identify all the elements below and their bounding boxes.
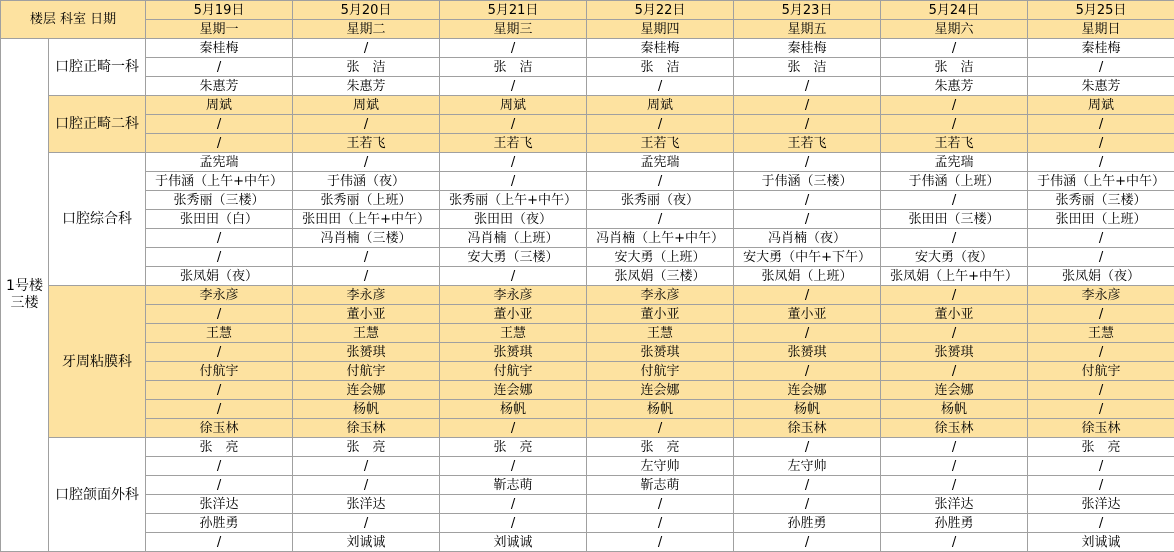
schedule-cell: 张赟琪 — [440, 343, 587, 362]
schedule-cell: 杨帆 — [881, 400, 1028, 419]
schedule-cell: 于伟涵（三楼） — [734, 172, 881, 191]
schedule-cell: 连会娜 — [440, 381, 587, 400]
schedule-cell: / — [881, 438, 1028, 457]
schedule-cell: 张 洁 — [587, 58, 734, 77]
schedule-cell: 张 洁 — [734, 58, 881, 77]
schedule-cell: 周斌 — [440, 96, 587, 115]
schedule-cell: 张 洁 — [881, 58, 1028, 77]
schedule-row — [1, 96, 1174, 115]
schedule-cell: 张秀丽（三楼） — [1028, 191, 1174, 210]
schedule-row — [1, 39, 1174, 58]
schedule-cell: 徐玉林 — [1028, 419, 1174, 438]
floor-label — [1, 39, 49, 552]
schedule-cell: / — [1028, 229, 1174, 248]
schedule-cell: 李永彦 — [440, 286, 587, 305]
schedule-cell: 于伟涵（上午+中午） — [146, 172, 293, 191]
schedule-cell: 连会娜 — [734, 381, 881, 400]
schedule-cell: 孙胜勇 — [881, 514, 1028, 533]
schedule-cell: 付航宇 — [587, 362, 734, 381]
schedule-cell: 孟宪瑞 — [587, 153, 734, 172]
schedule-cell: 徐玉林 — [734, 419, 881, 438]
schedule-cell: / — [881, 96, 1028, 115]
schedule-cell: / — [734, 495, 881, 514]
schedule-cell: 董小亚 — [587, 305, 734, 324]
schedule-row — [1, 172, 1174, 191]
schedule-cell: / — [1028, 153, 1174, 172]
schedule-cell: 张洋达 — [881, 495, 1028, 514]
schedule-row — [1, 419, 1174, 438]
schedule-cell: / — [293, 115, 440, 134]
schedule-cell: / — [881, 39, 1028, 58]
schedule-cell: 朱惠芳 — [1028, 77, 1174, 96]
schedule-row — [1, 400, 1174, 419]
schedule-cell: / — [440, 77, 587, 96]
schedule-cell: 冯肖楠（上班） — [440, 229, 587, 248]
schedule-cell: / — [1028, 134, 1174, 153]
schedule-cell: 张洋达 — [1028, 495, 1174, 514]
schedule-cell: 王慧 — [293, 324, 440, 343]
schedule-cell: / — [293, 153, 440, 172]
schedule-cell: / — [734, 362, 881, 381]
schedule-cell: 张 亮 — [1028, 438, 1174, 457]
schedule-cell: / — [1028, 457, 1174, 476]
header-weekday-row — [1, 20, 1174, 39]
schedule-cell: 张秀丽（三楼） — [146, 191, 293, 210]
schedule-cell: 董小亚 — [440, 305, 587, 324]
schedule-cell: / — [146, 343, 293, 362]
schedule-cell: / — [587, 210, 734, 229]
schedule-cell: 王若飞 — [293, 134, 440, 153]
schedule-cell: 张秀丽（夜） — [587, 191, 734, 210]
schedule-cell: 张田田（夜） — [440, 210, 587, 229]
schedule-row — [1, 115, 1174, 134]
department-name: 牙周粘膜科 — [49, 286, 146, 438]
schedule-cell: / — [734, 286, 881, 305]
schedule-cell: 张秀丽（上班） — [293, 191, 440, 210]
schedule-cell: / — [1028, 343, 1174, 362]
schedule-cell: 刘诚诚 — [293, 533, 440, 552]
schedule-cell: / — [146, 381, 293, 400]
schedule-cell: 连会娜 — [881, 381, 1028, 400]
header-weekday: 星期三 — [440, 20, 587, 39]
schedule-cell: 张田田（白） — [146, 210, 293, 229]
schedule-row — [1, 267, 1174, 286]
schedule-cell: 朱惠芳 — [146, 77, 293, 96]
schedule-cell: 安大勇（中午+下午） — [734, 248, 881, 267]
schedule-cell: / — [146, 58, 293, 77]
schedule-cell: / — [734, 77, 881, 96]
header-date: 5月24日 — [881, 1, 1028, 20]
schedule-cell: 李永彦 — [293, 286, 440, 305]
schedule-cell: 张 洁 — [440, 58, 587, 77]
schedule-cell: / — [881, 457, 1028, 476]
schedule-body — [1, 1, 1174, 552]
schedule-cell: 秦桂梅 — [1028, 39, 1174, 58]
schedule-cell: 张 亮 — [587, 438, 734, 457]
schedule-cell: 周斌 — [587, 96, 734, 115]
header-weekday: 星期一 — [146, 20, 293, 39]
schedule-cell: / — [1028, 381, 1174, 400]
schedule-cell: / — [587, 495, 734, 514]
schedule-cell: / — [881, 191, 1028, 210]
schedule-cell: 张凤娟（三楼） — [587, 267, 734, 286]
schedule-cell: 王若飞 — [587, 134, 734, 153]
schedule-cell: 张 亮 — [146, 438, 293, 457]
schedule-cell: / — [734, 533, 881, 552]
schedule-cell: 张赟琪 — [293, 343, 440, 362]
schedule-cell: / — [146, 305, 293, 324]
schedule-row — [1, 457, 1174, 476]
schedule-row — [1, 58, 1174, 77]
header-corner: 楼层 科室 日期 — [1, 1, 146, 39]
header-date: 5月25日 — [1028, 1, 1174, 20]
schedule-cell: 孙胜勇 — [146, 514, 293, 533]
schedule-cell: 秦桂梅 — [146, 39, 293, 58]
schedule-cell: 安大勇（上班） — [587, 248, 734, 267]
schedule-cell: 孙胜勇 — [734, 514, 881, 533]
schedule-cell: 李永彦 — [1028, 286, 1174, 305]
schedule-cell: / — [440, 172, 587, 191]
schedule-cell: / — [293, 39, 440, 58]
schedule-cell: 王慧 — [146, 324, 293, 343]
schedule-cell: / — [293, 267, 440, 286]
schedule-cell: 于伟涵（夜） — [293, 172, 440, 191]
schedule-cell: / — [881, 115, 1028, 134]
schedule-row — [1, 248, 1174, 267]
schedule-cell: 张 亮 — [440, 438, 587, 457]
schedule-cell: 秦桂梅 — [587, 39, 734, 58]
schedule-row — [1, 77, 1174, 96]
schedule-cell: 冯肖楠（夜） — [734, 229, 881, 248]
schedule-cell: / — [1028, 476, 1174, 495]
schedule-cell: 左守帅 — [734, 457, 881, 476]
schedule-row — [1, 438, 1174, 457]
schedule-cell: / — [1028, 248, 1174, 267]
header-date: 5月23日 — [734, 1, 881, 20]
schedule-cell: 付航宇 — [293, 362, 440, 381]
header-weekday: 星期四 — [587, 20, 734, 39]
header-date: 5月20日 — [293, 1, 440, 20]
schedule-cell: / — [881, 324, 1028, 343]
schedule-cell: 王若飞 — [881, 134, 1028, 153]
schedule-cell: / — [146, 134, 293, 153]
schedule-cell: / — [440, 267, 587, 286]
schedule-cell: 孟宪瑞 — [146, 153, 293, 172]
schedule-cell: 杨帆 — [440, 400, 587, 419]
schedule-cell: 朱惠芳 — [881, 77, 1028, 96]
schedule-cell: 连会娜 — [293, 381, 440, 400]
schedule-cell: / — [1028, 305, 1174, 324]
schedule-cell: / — [440, 39, 587, 58]
schedule-cell: 冯肖楠（三楼） — [293, 229, 440, 248]
schedule-cell: / — [293, 248, 440, 267]
schedule-cell: 张田田（三楼） — [881, 210, 1028, 229]
schedule-cell: 周斌 — [1028, 96, 1174, 115]
schedule-cell: 靳志萌 — [587, 476, 734, 495]
schedule-cell: / — [881, 533, 1028, 552]
schedule-cell: 张凤娟（上班） — [734, 267, 881, 286]
schedule-cell: 刘诚诚 — [1028, 533, 1174, 552]
schedule-cell: / — [734, 476, 881, 495]
schedule-cell: 张赟琪 — [734, 343, 881, 362]
schedule-row — [1, 476, 1174, 495]
schedule-row — [1, 514, 1174, 533]
schedule-cell: 张田田（上午+中午） — [293, 210, 440, 229]
schedule-cell: / — [734, 96, 881, 115]
schedule-cell: / — [440, 419, 587, 438]
schedule-cell: 张田田（上班） — [1028, 210, 1174, 229]
schedule-cell: / — [293, 476, 440, 495]
schedule-cell: / — [881, 362, 1028, 381]
header-date: 5月22日 — [587, 1, 734, 20]
schedule-cell: / — [146, 476, 293, 495]
schedule-cell: 张凤娟（夜） — [1028, 267, 1174, 286]
schedule-cell: 杨帆 — [587, 400, 734, 419]
schedule-cell: / — [587, 172, 734, 191]
schedule-cell: 董小亚 — [734, 305, 881, 324]
header-weekday: 星期六 — [881, 20, 1028, 39]
schedule-row — [1, 210, 1174, 229]
schedule-cell: / — [146, 457, 293, 476]
schedule-cell: 左守帅 — [587, 457, 734, 476]
schedule-cell: 王若飞 — [734, 134, 881, 153]
schedule-cell: 王若飞 — [440, 134, 587, 153]
schedule-cell: 徐玉林 — [293, 419, 440, 438]
schedule-row — [1, 533, 1174, 552]
schedule-cell: 张赟琪 — [881, 343, 1028, 362]
schedule-cell: / — [293, 457, 440, 476]
schedule-row — [1, 153, 1174, 172]
department-name: 口腔颌面外科 — [49, 438, 146, 552]
schedule-cell: 王慧 — [587, 324, 734, 343]
schedule-cell: / — [734, 438, 881, 457]
schedule-cell: 董小亚 — [293, 305, 440, 324]
schedule-cell: 张 亮 — [293, 438, 440, 457]
department-name: 口腔正畸一科 — [49, 39, 146, 96]
schedule-cell: 付航宇 — [440, 362, 587, 381]
schedule-row — [1, 286, 1174, 305]
schedule-cell: 张 洁 — [293, 58, 440, 77]
schedule-cell: 安大勇（夜） — [881, 248, 1028, 267]
schedule-cell: 付航宇 — [1028, 362, 1174, 381]
schedule-cell: 张赟琪 — [587, 343, 734, 362]
schedule-cell: / — [440, 495, 587, 514]
schedule-cell: 于伟涵（上班） — [881, 172, 1028, 191]
header-date: 5月19日 — [146, 1, 293, 20]
department-name: 口腔综合科 — [49, 153, 146, 286]
schedule-cell: / — [587, 533, 734, 552]
schedule-cell: 付航宇 — [146, 362, 293, 381]
department-name: 口腔正畸二科 — [49, 96, 146, 153]
schedule-cell: 王慧 — [1028, 324, 1174, 343]
schedule-cell: / — [1028, 400, 1174, 419]
schedule-cell: / — [1028, 58, 1174, 77]
header-date-row — [1, 1, 1174, 20]
schedule-row — [1, 381, 1174, 400]
schedule-cell: / — [146, 400, 293, 419]
floor-building: 1号楼 — [6, 278, 43, 295]
schedule-cell: 靳志萌 — [440, 476, 587, 495]
schedule-cell: 张洋达 — [146, 495, 293, 514]
schedule-cell: / — [146, 115, 293, 134]
schedule-cell: / — [881, 229, 1028, 248]
schedule-cell: / — [587, 77, 734, 96]
schedule-cell: 董小亚 — [881, 305, 1028, 324]
header-weekday: 星期日 — [1028, 20, 1174, 39]
schedule-cell: 周斌 — [146, 96, 293, 115]
schedule-cell: 秦桂梅 — [734, 39, 881, 58]
schedule-cell: 张凤娟（夜） — [146, 267, 293, 286]
schedule-cell: / — [734, 115, 881, 134]
schedule-cell: 周斌 — [293, 96, 440, 115]
schedule-cell: 张凤娟（上午+中午） — [881, 267, 1028, 286]
schedule-cell: 连会娜 — [587, 381, 734, 400]
schedule-cell: 安大勇（三楼） — [440, 248, 587, 267]
header-date: 5月21日 — [440, 1, 587, 20]
schedule-cell: 王慧 — [440, 324, 587, 343]
schedule-cell: / — [587, 115, 734, 134]
schedule-cell: / — [1028, 115, 1174, 134]
header-weekday: 星期二 — [293, 20, 440, 39]
schedule-cell: / — [146, 533, 293, 552]
schedule-cell: 刘诚诚 — [440, 533, 587, 552]
schedule-row — [1, 495, 1174, 514]
schedule-cell: / — [881, 286, 1028, 305]
floor-level: 三楼 — [10, 295, 39, 311]
schedule-cell: / — [734, 191, 881, 210]
schedule-cell: 李永彦 — [146, 286, 293, 305]
schedule-cell: 冯肖楠（上午+中午） — [587, 229, 734, 248]
schedule-row — [1, 305, 1174, 324]
schedule-cell: / — [587, 514, 734, 533]
schedule-cell: 于伟涵（上午+中午） — [1028, 172, 1174, 191]
schedule-row — [1, 191, 1174, 210]
schedule-cell: 杨帆 — [293, 400, 440, 419]
schedule-cell: 杨帆 — [734, 400, 881, 419]
schedule-cell: / — [440, 514, 587, 533]
schedule-cell: / — [881, 476, 1028, 495]
schedule-row — [1, 229, 1174, 248]
schedule-cell: 徐玉林 — [146, 419, 293, 438]
schedule-row — [1, 134, 1174, 153]
schedule-cell: / — [146, 248, 293, 267]
schedule-cell: / — [734, 210, 881, 229]
schedule-cell: / — [146, 229, 293, 248]
schedule-cell: / — [440, 115, 587, 134]
schedule-cell: / — [293, 514, 440, 533]
schedule-cell: 徐玉林 — [881, 419, 1028, 438]
schedule-cell: / — [440, 457, 587, 476]
schedule-cell: 张秀丽（上午+中午） — [440, 191, 587, 210]
schedule-cell: / — [1028, 514, 1174, 533]
schedule-cell: / — [587, 419, 734, 438]
schedule-row — [1, 343, 1174, 362]
schedule-cell: / — [734, 153, 881, 172]
schedule-cell: / — [734, 324, 881, 343]
schedule-row — [1, 362, 1174, 381]
schedule-cell: 李永彦 — [587, 286, 734, 305]
header-weekday: 星期五 — [734, 20, 881, 39]
schedule-cell: 张洋达 — [293, 495, 440, 514]
schedule-row — [1, 324, 1174, 343]
schedule-cell: 孟宪瑞 — [881, 153, 1028, 172]
schedule-cell: / — [440, 153, 587, 172]
schedule-cell: 朱惠芳 — [293, 77, 440, 96]
